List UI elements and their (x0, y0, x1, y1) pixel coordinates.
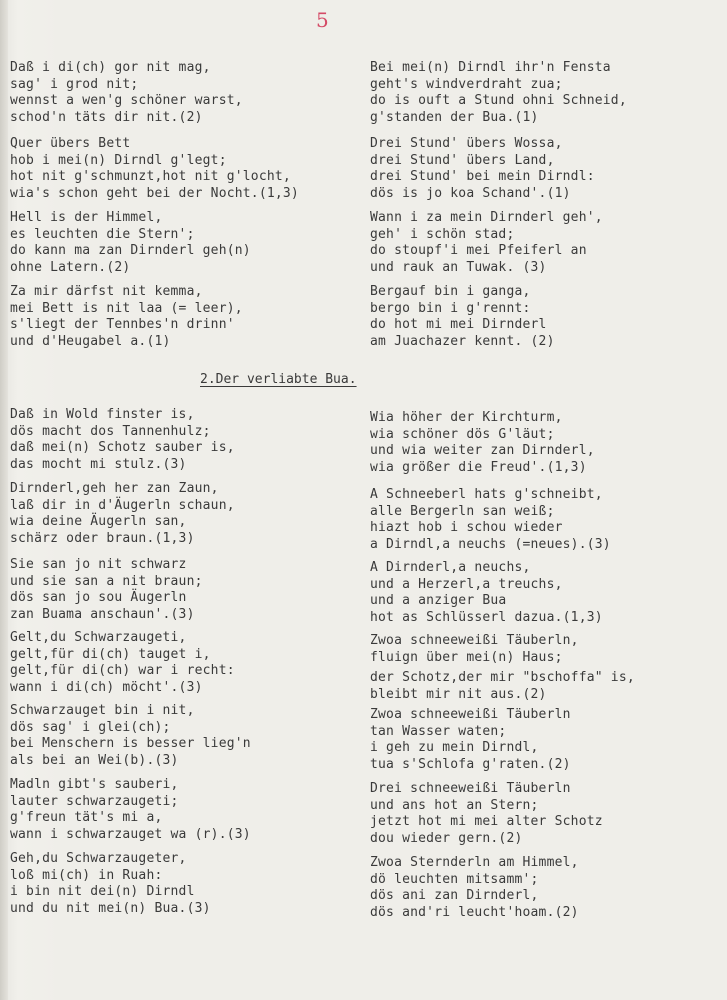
stanza: Drei Stund' übers Wossa, drei Stund' übers Land, drei Stund' bei mein Dirndl: dös is jo koa Schand'.(1) (370, 136, 595, 201)
stanza: A Dirnderl,a neuchs, und a Herzerl,a treuchs, und a anziger Bua hot as Schlüsserl dazua.(1,3) (370, 560, 603, 625)
stanza: Geh,du Schwarzaugeter, loß mi(ch) in Ruah: i bin nit dei(n) Dirndl und du nit mei(n) Bua.(3) (10, 851, 211, 916)
stanza: Hell is der Himmel, es leuchten die Stern'; do kann ma zan Dirnderl geh(n) ohne Latern.(2) (10, 210, 251, 275)
stanza: Wann i za mein Dirnderl geh', geh' i schön stad; do stoupf'i mei Pfeiferl an und rauk an Tuwak. (3) (370, 210, 603, 275)
stanza: Dirnderl,geh her zan Zaun, laß dir in d'Äugerln schaun, wia deine Äugerln san, schärz oder braun.(1,3) (10, 481, 235, 546)
stanza: Zwoa schneeweißi Täuberln, fluign über mei(n) Haus; (370, 633, 579, 665)
stanza: Wia höher der Kirchturm, wia schöner dös G'läut; und wia weiter zan Dirnderl, wia größer die Freud'.(1,3) (370, 410, 595, 475)
stanza: A Schneeberl hats g'schneibt, alle Bergerln san weiß; hiazt hob i schou wieder a Dirndl,a neuchs (=neues).(3) (370, 487, 611, 552)
stanza: Sie san jo nit schwarz und sie san a nit braun; dös san jo sou Äugerln zan Buama anschaun'.(3) (10, 557, 203, 622)
stanza: Zwoa Sternderln am Himmel, dö leuchten mitsamm'; dös ani zan Dirnderl, dös and'ri leucht'hoam.(2) (370, 855, 579, 920)
stanza: Madln gibt's sauberi, lauter schwarzaugeti; g'freun tät's mi a, wann i schwarzauget wa (r).(3) (10, 777, 251, 842)
binding-edge (0, 0, 8, 1000)
stanza: der Schotz,der mir "bschoffa" is, bleibt mir nit aus.(2) (370, 670, 635, 702)
stanza: Daß i di(ch) gor nit mag, sag' i grod nit; wennst a wen'g schöner warst, schod'n täts dir nit.(2) (10, 60, 243, 125)
stanza: Drei schneeweißi Täuberln und ans hot an Stern; jetzt hot mi mei alter Schotz dou wieder gern.(2) (370, 781, 603, 846)
stanza: Daß in Wold finster is, dös macht dos Tannenhulz; daß mei(n) Schotz sauber is, das mocht mi stulz.(3) (10, 407, 235, 472)
page-number: 5 (316, 8, 329, 32)
stanza: Bergauf bin i ganga, bergo bin i g'rennt: do hot mi mei Dirnderl am Juachazer kennt. (2) (370, 284, 555, 349)
stanza: Quer übers Bett hob i mei(n) Dirndl g'legt; hot nit g'schmunzt,hot nit g'locht, wia's schon geht bei der Nocht.(1,3) (10, 136, 299, 201)
stanza: Zwoa schneeweißi Täuberln tan Wasser waten; i geh zu mein Dirndl, tua s'Schlofa g'raten.(2) (370, 707, 571, 772)
stanza: Bei mei(n) Dirndl ihr'n Fensta geht's windverdraht zua; do is ouft a Stund ohni Schneid, g'standen der Bua.(1) (370, 60, 627, 125)
stanza: Za mir därfst nit kemma, mei Bett is nit laa (= leer), s'liegt der Tennbes'n drinn' und d'Heugabel a.(1) (10, 284, 243, 349)
section-heading: 2.Der verliabte Bua. (200, 372, 357, 387)
stanza: Schwarzauget bin i nit, dös sag' i glei(ch); bei Menschern is besser lieg'n als bei an Wei(b).(3) (10, 703, 251, 768)
stanza: Gelt,du Schwarzaugeti, gelt,für di(ch) tauget i, gelt,für di(ch) war i recht: wann i di(ch) möcht'.(3) (10, 630, 235, 695)
